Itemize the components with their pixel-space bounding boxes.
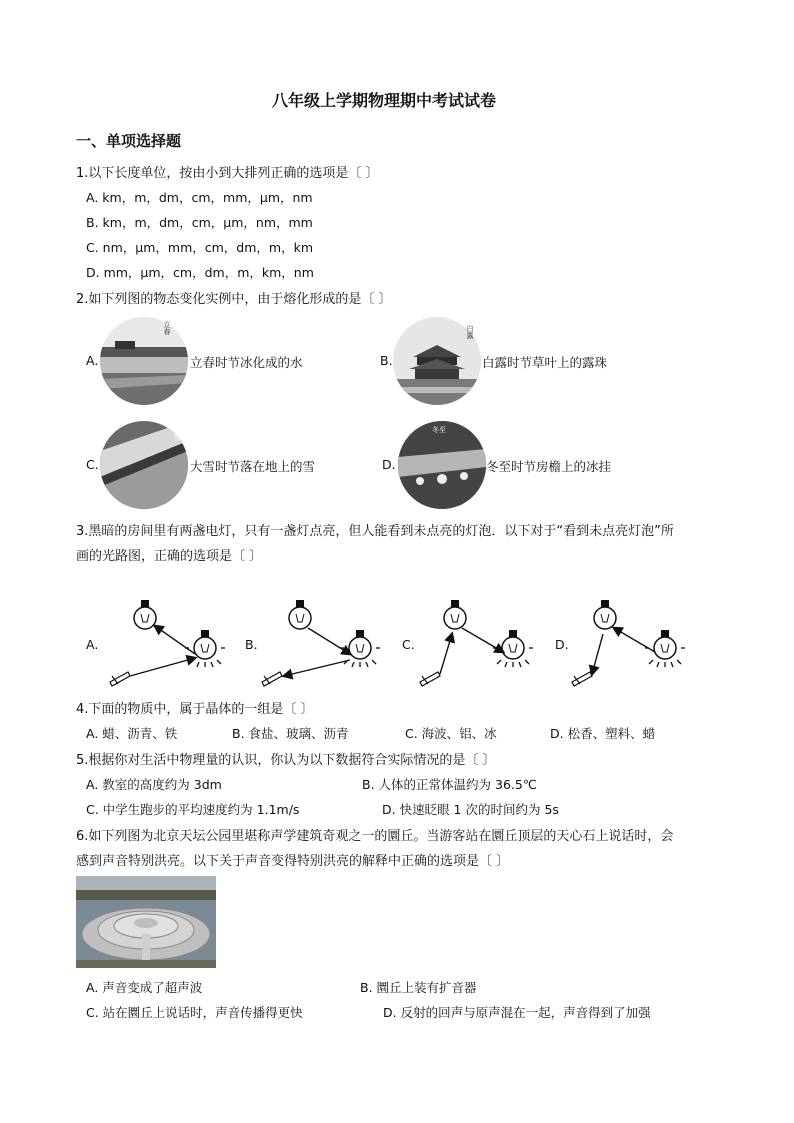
q3-option-d-letter[interactable]: D. [555, 637, 569, 652]
q2-option-a-text: 立春时节冰化成的水 [190, 355, 303, 370]
q6-option-a[interactable]: A. 声音变成了超声波 [86, 980, 203, 995]
q2-option-b-photo [393, 317, 481, 405]
question-6-stem-line2: 感到声音特别洪亮。以下关于声音变得特别洪亮的解释中正确的选项是〔 〕 [76, 854, 510, 869]
q2-option-c-text: 大雪时节落在地上的雪 [190, 459, 316, 474]
q6-option-b[interactable]: B. 圜丘上装有扩音器 [360, 980, 477, 995]
q6-option-c[interactable]: C. 站在圜丘上说话时，声音传播得更快 [86, 1005, 303, 1020]
q4-option-b[interactable]: B. 食盐、玻璃、沥青 [232, 726, 349, 741]
question-2-stem: 2.如下列图的物态变化实例中，由于熔化形成的是〔 〕 [76, 292, 392, 307]
q2-option-c-letter[interactable]: C. [86, 457, 99, 472]
q5-option-c[interactable]: C. 中学生跑步的平均速度约为 1.1m/s [86, 802, 300, 817]
q5-option-b[interactable]: B. 人体的正常体温约为 36.5℃ [362, 777, 537, 792]
q2-option-b-letter[interactable]: B. [380, 353, 393, 368]
q3-diagram-d [572, 600, 685, 686]
q2-option-a-photo [100, 317, 188, 405]
q2-option-b-text: 白露时节草叶上的露珠 [482, 355, 608, 370]
q3-option-c-letter[interactable]: C. [402, 637, 415, 652]
q2-option-d-text: 冬至时节房檐上的冰挂 [486, 459, 612, 474]
q4-option-c[interactable]: C. 海波、铝、冰 [405, 726, 497, 741]
question-3-stem-line2: 画的光路图，正确的选项是〔 〕 [76, 549, 263, 564]
question-4-stem: 4.下面的物质中，属于晶体的一组是〔 〕 [76, 702, 314, 717]
q1-option-a[interactable]: A. km，m，dm，cm，mm，μm，nm [86, 190, 313, 205]
q2-option-c-photo [100, 421, 188, 509]
q2-option-d-photo [398, 421, 486, 509]
question-3-stem-line1: 3.黑暗的房间里有两盏电灯，只有一盏灯点亮，但人能看到未点亮的灯泡．以下对于“看到未点亮灯泡”所 [76, 524, 674, 539]
question-5-stem: 5.根据你对生活中物理量的认识，你认为以下数据符合实际情况的是〔 〕 [76, 753, 496, 768]
q1-option-b[interactable]: B. km，m，dm，cm，μm，nm，mm [86, 215, 313, 230]
q6-option-d[interactable]: D. 反射的回声与原声混在一起，声音得到了加强 [383, 1005, 651, 1020]
q2-option-a-stamp: 立春 [163, 321, 171, 335]
question-1-stem: 1.以下长度单位，按由小到大排列正确的选项是〔 〕 [76, 166, 379, 181]
q4-option-a[interactable]: A. 蜡、沥青、铁 [86, 726, 178, 741]
q6-circular-mound-photo [76, 876, 216, 968]
q2-option-d-letter[interactable]: D. [382, 457, 396, 472]
q3-diagram-b [262, 600, 380, 686]
q3-diagram-c [420, 600, 533, 686]
q1-option-c[interactable]: C. nm，μm，mm，cm，dm，m，km [86, 240, 314, 255]
q3-option-b-letter[interactable]: B. [245, 637, 258, 652]
q5-option-d[interactable]: D. 快速眨眼 1 次的时间约为 5s [382, 802, 559, 817]
q2-option-b-stamp: 白露 [466, 325, 474, 339]
q3-option-a-letter[interactable]: A. [86, 637, 99, 652]
q2-option-a-letter[interactable]: A. [86, 353, 99, 368]
question-6-stem-line1: 6.如下列图为北京天坛公园里堪称声学建筑奇观之一的圜丘。当游客站在圜丘顶层的天心石上说话时，会 [76, 829, 674, 844]
q4-option-d[interactable]: D. 松香、塑料、蜡 [550, 726, 656, 741]
section-heading: 一、单项选择题 [76, 132, 182, 150]
page-title: 八年级上学期物理期中考试试卷 [272, 91, 497, 110]
q3-light-path-diagrams [0, 590, 794, 690]
q1-option-d[interactable]: D. mm，μm，cm，dm，m，km，nm [86, 265, 314, 280]
q2-option-c-stamp: 大雪 [173, 427, 181, 441]
q3-diagram-a [110, 600, 225, 686]
q5-option-a[interactable]: A. 教室的高度约为 3dm [86, 777, 222, 792]
q2-option-d-stamp: 冬至 [432, 426, 446, 434]
